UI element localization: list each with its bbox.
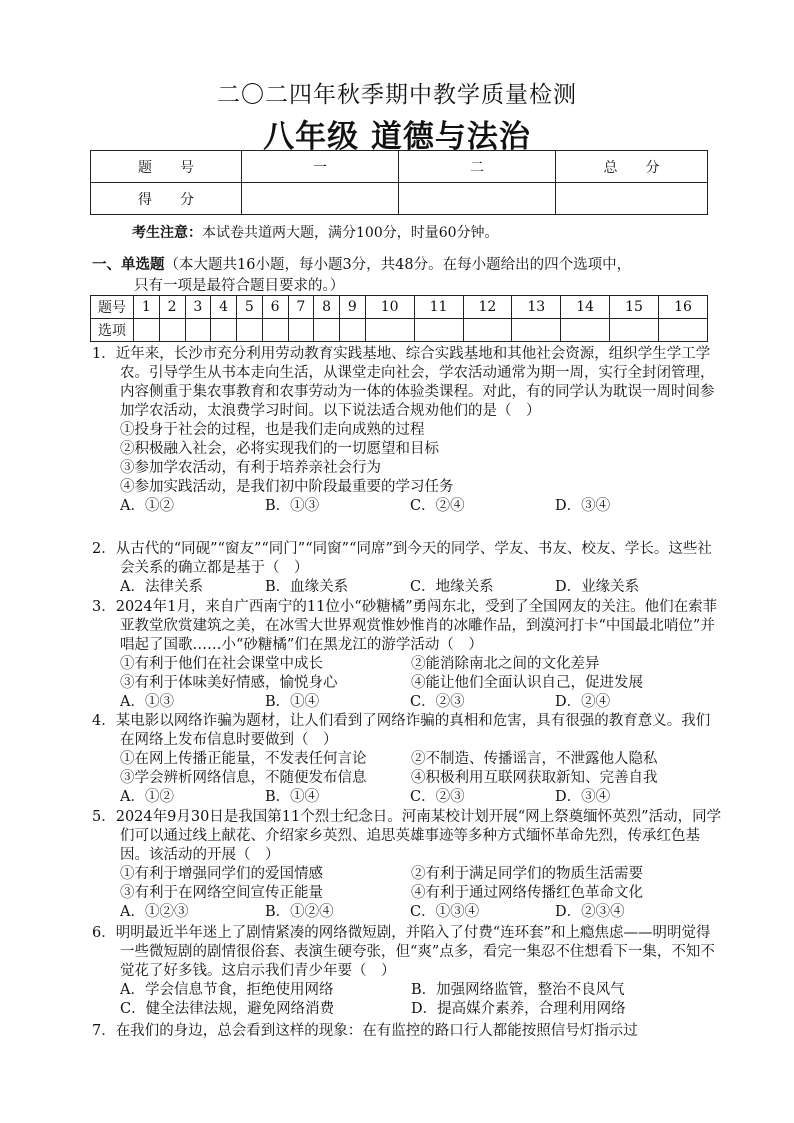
answer-number: 10 [365,296,414,319]
option-d[interactable]: D．②③④ [555,904,625,920]
option-a[interactable]: A．①② [120,789,174,805]
answer-number: 12 [463,296,512,319]
option-a[interactable]: A．法律关系 [120,579,203,595]
answer-cell[interactable] [659,319,708,342]
answer-cell[interactable] [288,319,314,342]
statement-text: ④有利于通过网络传播红色革命文化 [411,885,643,901]
option-c[interactable]: C．健全法律法规，避免网络消费 [120,1001,335,1017]
answer-row-label: 题号 [91,296,134,319]
statement-pair [92,655,722,674]
answer-cell[interactable] [561,319,610,342]
score-table [90,150,708,215]
answer-table [90,295,708,342]
question-stem: 3．2024年1月，来自广西南宁的11位小“砂糖橘”勇闯东北，受到了全国网友的关注。他们在索菲亚教堂欣赏建筑之美，在冰雪大世界观赏惟妙惟肖的冰雕作品，到漠河打卡“中国最北哨位”并唱起了国歌……小“砂糖橘”们在黑龙江的游学活动（ ） [92,599,718,653]
answer-number: 7 [288,296,314,319]
option-a[interactable]: A．①②③ [120,904,189,920]
answer-number: 3 [185,296,211,319]
answer-number: 9 [340,296,366,319]
answer-cell[interactable] [365,319,414,342]
option-b[interactable]: B．加强网络监管，整治不良风气 [411,982,625,998]
answer-options [92,578,722,597]
statement-text: ④能让他们全面认识自己，促进发展 [411,675,643,691]
option-a[interactable]: A．①② [120,498,174,514]
notice-label: 考生注意： [132,225,202,241]
statement [92,440,722,459]
option-d[interactable]: D．③④ [555,789,611,805]
answer-cell[interactable] [262,319,288,342]
option-b[interactable]: B．①④ [265,789,320,805]
section1-heading [92,254,712,297]
statement-text: ②能消除南北之间的文化差异 [411,656,600,672]
score-header-part1: 一 [242,151,399,183]
answer-number: 16 [659,296,708,319]
option-c[interactable]: C．②④ [410,498,465,514]
option-b[interactable]: B．血缘关系 [265,579,349,595]
answer-cell[interactable] [185,319,211,342]
statement-text: ④参加实践活动，是我们初中阶段最重要的学习任务 [120,479,454,495]
answer-cell[interactable] [237,319,263,342]
notice-text: 本试卷共道两大题，满分100分，时量60分钟。 [202,225,499,241]
statement [92,459,722,478]
section1-title: 一、单选题 [92,256,165,273]
answer-cell[interactable] [134,319,160,342]
option-b[interactable]: B．①②④ [265,904,334,920]
question-stem: 2．从古代的“同砚”“窗友”“同门”“同窗”“同席”到今天的同学、学友、书友、校友、学长。这些社会关系的确立都是基于（ ） [92,541,712,576]
option-b[interactable]: B．①③ [265,498,320,514]
statement-text: ③有利于体味美好情感，愉悦身心 [120,675,338,691]
question-4 [92,712,722,807]
section1-desc-line2: 只有一项是最符合题目要求的。） [134,278,345,294]
answer-number: 4 [211,296,237,319]
statement [92,421,722,440]
exam-subject: 八年级 道德与法治 [263,119,531,155]
answer-cell[interactable] [414,319,463,342]
answer-choice-row [91,319,708,342]
statement-text: ③有利于在网络空间宣传正能量 [120,885,323,901]
answer-options [92,693,722,712]
score-cell-part1[interactable] [242,183,399,215]
option-d[interactable]: D．②④ [555,694,611,710]
answer-number: 11 [414,296,463,319]
answer-number: 5 [237,296,263,319]
score-cell-part2[interactable] [399,183,556,215]
score-header-label: 题 号 [91,151,242,183]
statement-text: ③学会辨析网络信息，不随便发布信息 [120,770,367,786]
answer-cell[interactable] [211,319,237,342]
question-6 [92,924,722,1019]
question-2 [92,540,722,597]
option-c[interactable]: C．①③④ [410,904,480,920]
question-stem: 4．某电影以网络诈骗为题材，让人们看到了网络诈骗的真相和危害，具有很强的教育意义。我们在网络上发布信息时要做到（ ） [92,713,711,748]
question-1 [92,345,722,516]
question-stem: 7．在我们的身边，总会看到这样的现象：在有监控的路口行人都能按照信号灯指示过 [92,1023,638,1039]
statement-text: ④积极利用互联网获取新知、完善自我 [411,770,658,786]
answer-number: 15 [610,296,659,319]
option-b[interactable]: B．①④ [265,694,320,710]
statement-text: ①有利于他们在社会课堂中成长 [120,656,323,672]
question-stem: 5．2024年9月30日是我国第11个烈士纪念日。河南某校计划开展“网上祭奠缅怀英烈”活动，同学们可以通过线上献花、介绍家乡英烈、追思英雄事迹等多种方式缅怀革命先烈，传承红色基因。该活动的开展（ ） [92,809,722,863]
option-a[interactable]: A．学会信息节食，拒绝使用网络 [120,982,334,998]
answer-number: 6 [262,296,288,319]
answer-number-row [91,296,708,319]
option-c[interactable]: C．②③ [410,694,465,710]
score-header-total: 总 分 [556,151,708,183]
answer-number: 8 [314,296,340,319]
question-stem: 6．明明最近半年迷上了剧情紧凑的网络微短剧，并陷入了付费“连环套”和上瘾焦虑——明明觉得一些微短剧的剧情很俗套、表演生硬夸张，但“爽”点多，看完一集忍不住想看下一集，不知不觉花了好多钱。这启示我们青少年要（ ） [92,925,715,979]
option-pair [92,1000,722,1019]
statement-pair [92,750,722,769]
answer-number: 13 [512,296,561,319]
question-stem: 1．近年来，长沙市充分利用劳动教育实践基地、综合实践基地和其他社会资源，组织学生学工学农。引导学生从书本走向生活，从课堂走向社会，学农活动通常为期一周，实行全封闭管理，内容侧重于集农事教育和农事劳动为一体的体验类课程。对此，有的同学认为耽误一周时间参加学农活动，太浪费学习时间。以下说法适合规劝他们的是（ ） [92,346,715,419]
section1-desc-line1: （本大题共16小题，每小题3分，共48分。在每小题给出的四个选项中， [164,257,632,273]
statement-text: ①投身于社会的过程，也是我们走向成熟的过程 [120,422,425,438]
option-d[interactable]: D．提高媒介素养，合理利用网络 [411,1001,626,1017]
answer-number: 1 [134,296,160,319]
answer-options [92,788,722,807]
statement-pair [92,769,722,788]
statement-text: ①有利于增强同学们的爱国情感 [120,866,323,882]
answer-options [92,497,722,516]
question-5 [92,808,722,922]
statement-text: ②有利于满足同学们的物质生活需要 [411,866,643,882]
statement-pair [92,674,722,693]
score-cell-total[interactable] [556,183,708,215]
statement-text: ①在网上传播正能量，不发表任何言论 [120,751,367,767]
statement-text: ③参加学农活动，有利于培养亲社会行为 [120,460,381,476]
answer-cell[interactable] [463,319,512,342]
option-a[interactable]: A．①③ [120,694,174,710]
exam-title: 二〇二四年秋季期中教学质量检测 [217,82,577,108]
statement-text: ②不制造、传播谣言，不泄露他人隐私 [411,751,658,767]
option-d[interactable]: D．业缘关系 [555,579,640,595]
answer-cell[interactable] [340,319,366,342]
option-c[interactable]: C．地缘关系 [410,579,494,595]
score-row-label: 得 分 [91,183,242,215]
answer-cell[interactable] [610,319,659,342]
answer-number: 2 [159,296,185,319]
question-7 [92,1022,722,1041]
option-pair [92,981,722,1000]
answer-options [92,903,722,922]
statement-text: ②积极融入社会，必将实现我们的一切愿望和目标 [120,441,439,457]
exam-notice [132,222,499,242]
score-header-part2: 二 [399,151,556,183]
statement-pair [92,865,722,884]
option-c[interactable]: C．②③ [410,789,465,805]
option-d[interactable]: D．③④ [555,498,611,514]
question-3 [92,598,722,712]
statement [92,478,722,497]
answer-cell[interactable] [159,319,185,342]
statement-pair [92,884,722,903]
answer-cell[interactable] [512,319,561,342]
answer-number: 14 [561,296,610,319]
answer-cell[interactable] [314,319,340,342]
answer-row-label: 选项 [91,319,134,342]
